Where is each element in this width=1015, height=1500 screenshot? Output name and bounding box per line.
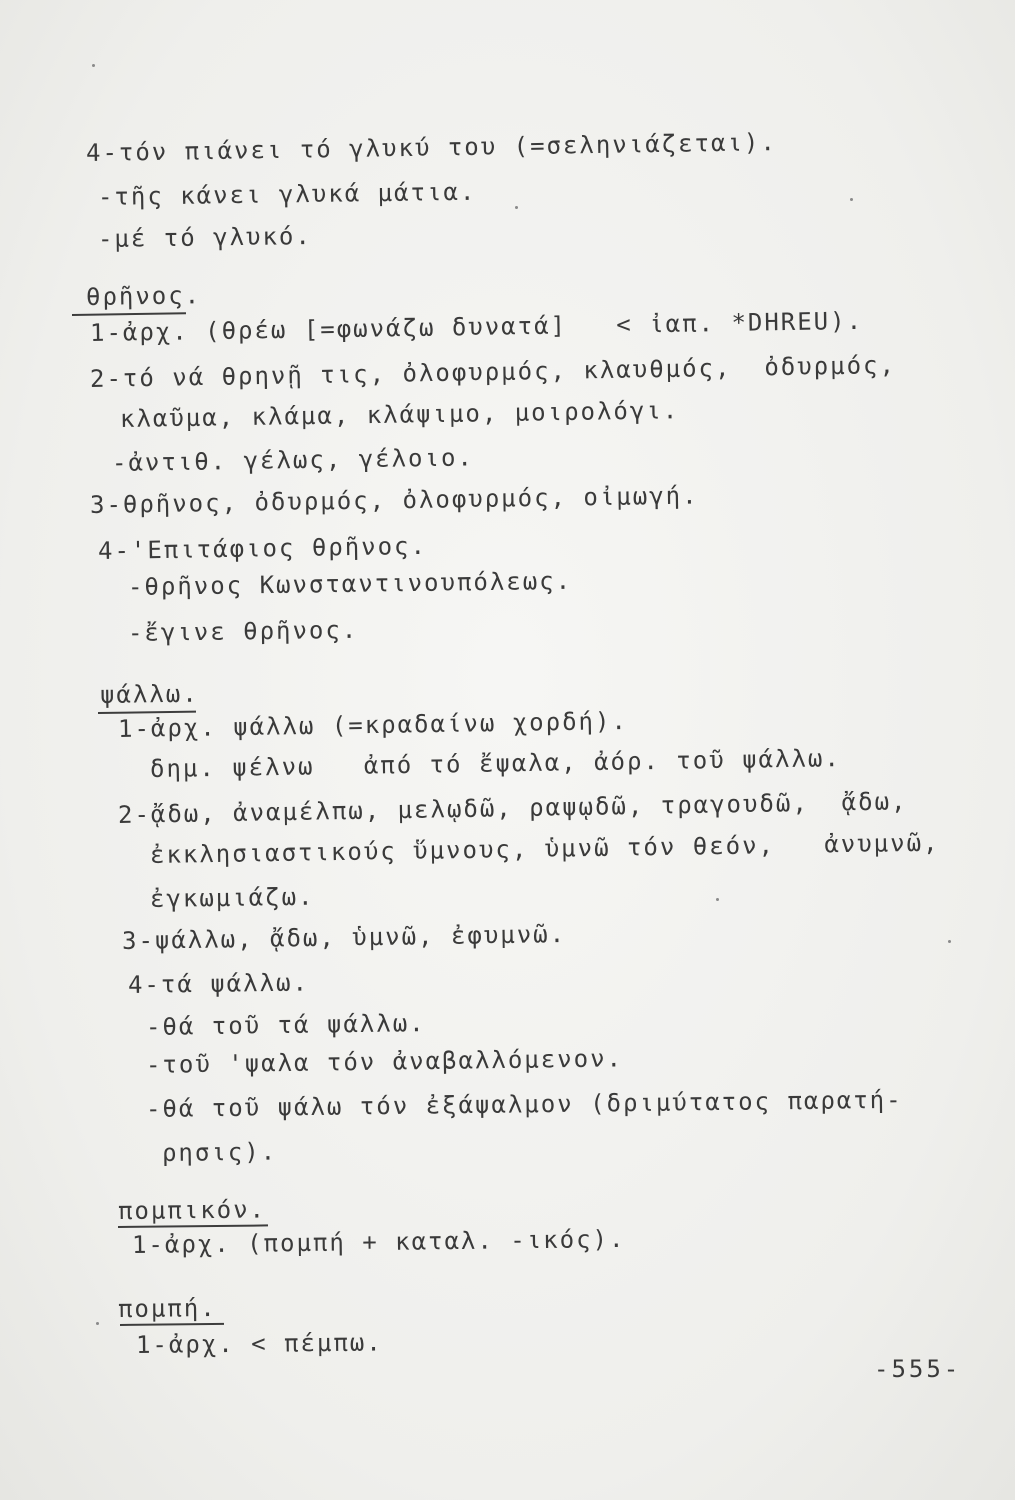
scan-speck (948, 940, 951, 943)
page-number: -555- (874, 1355, 962, 1383)
text-line: ἐγκωμιάζω. (149, 882, 315, 913)
headword-underline (120, 1323, 224, 1326)
text-line: -τῆς κάνει γλυκά μάτια. (97, 177, 477, 211)
text-line: -θρῆνος Κωνσταντινουπόλεως. (127, 566, 573, 601)
headword-underline (72, 312, 186, 316)
text-line: -θά τοῦ ψάλω τόν ἐξάψαλμον (δριμύτατος παρατή- (145, 1085, 903, 1123)
text-line: κλαῦμα, κλάμα, κλάψιμο, μοιρολόγι. (119, 396, 680, 433)
text-line: 4-τά ψάλλω. (127, 968, 310, 999)
text-line: ρησις). (161, 1137, 278, 1167)
scan-speck (716, 898, 719, 901)
text-line: 4-'Επιτάφιος θρῆνος. (97, 531, 428, 565)
scan-speck (96, 1322, 99, 1325)
headword: ψάλλω. (99, 679, 199, 709)
headword: θρῆνος. (85, 281, 202, 311)
headword-underline (118, 1224, 268, 1228)
scan-speck (850, 198, 853, 201)
headword: πομπικόν. (117, 1195, 267, 1225)
text-line: 1-ἀρχ. ψάλλω (=κραδαίνω χορδή). (117, 706, 629, 743)
text-line: δημ. ψέλνω ἀπό τό ἔψαλα, ἀόρ. τοῦ ψάλλω. (149, 744, 842, 783)
text-line: 3-ψάλλω, ᾄδω, ὑμνῶ, ἐφυμνῶ. (121, 920, 567, 955)
scan-speck (92, 64, 95, 67)
text-line: -μέ τό γλυκό. (97, 222, 313, 253)
text-line: -ἔγινε θρῆνος. (127, 615, 359, 647)
headword: πομπή. (117, 1293, 217, 1323)
text-line: 2-ᾄδω, ἀναμέλπω, μελῳδῶ, ραψῳδῶ, τραγουδῶ, ᾄδω, (117, 787, 908, 829)
text-line: 1-ἀρχ. < πέμπω. (135, 1328, 383, 1359)
text-line: 1-ἀρχ. (θρέω [=φωνάζω δυνατά] < ἰαπ. *DHREU). (89, 306, 864, 347)
scan-speck (515, 206, 518, 209)
text-line: -τοῦ 'ψαλα τόν ἀναβαλλόμενον. (145, 1044, 624, 1079)
text-line: 1-ἀρχ. (πομπή + καταλ. -ικός). (131, 1224, 626, 1259)
text-line: -ἀντιθ. γέλως, γέλοιο. (111, 443, 475, 477)
text-line: -θά τοῦ τά ψάλλω. (145, 1009, 426, 1041)
text-line: 3-θρῆνος, ὀδυρμός, ὀλοφυρμός, οἰμωγή. (89, 481, 699, 519)
text-line: 2-τό νά θρηνῇ τις, ὀλοφυρμός, κλαυθμός, ὀδυρμός, (89, 350, 897, 393)
text-line: ἐκκλησιαστικούς ὕμνους, ὑμνῶ τόν θεόν, ἀνυμνῶ, (149, 828, 940, 869)
text-line: 4-τόν πιάνει τό γλυκύ του (=σεληνιάζεται). (85, 128, 778, 167)
